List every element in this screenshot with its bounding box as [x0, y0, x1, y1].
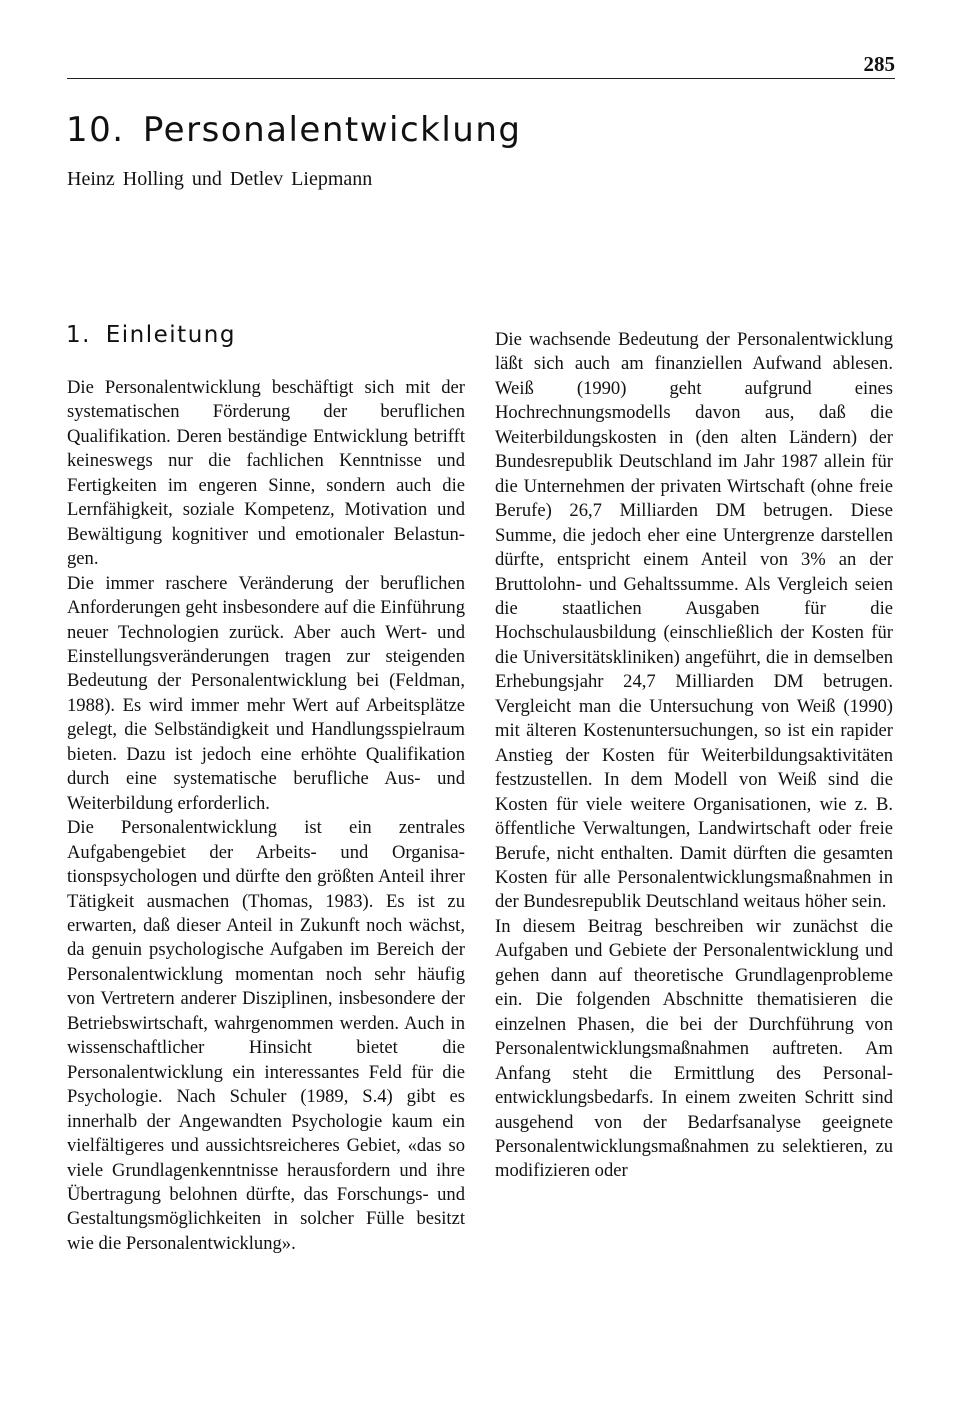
section-heading: 1. Einleitung [66, 322, 236, 348]
left-column [67, 376, 465, 1256]
paragraph: Die Personalentwicklung ist ein zentrales Aufgabengebiet der Arbeits- und Organisationspsychologen und dürfte den größten Anteil ihrer Tätigkeit ausmachen (Thomas, 1983). Es ist zu erwarten, daß dieser Anteil in Zukunft noch wächst, da genuin psychologische Aufgaben im Bereich der Personalentwicklung momentan noch sehr häufig von Vertretern anderer Disziplinen, insbesondere der Betriebswirtschaft, wahrgenommen werden. Auch in wissenschaftlicher Hinsicht bietet die Personalentwicklung ein interessantes Feld für die Psychologie. Nach Schuler (1989, S.4) gibt es innerhalb der Angewandten Psychologie kaum ein vielfältigeres und aussichtsreicheres Gebiet, «das so viele Grundlagenkenntnisse herausfordern und ihre Übertragung belohnen dürfte, das Forschungs- und Gestaltungsmöglichkeiten in solcher Fülle besitzt wie die Personalentwicklung». [67, 817, 465, 1254]
right-column [495, 328, 893, 1184]
paragraph: Die wachsende Bedeutung der Personalentwicklung läßt sich auch am finanziellen Aufwand ablesen. Weiß (1990) geht aufgrund eines Hochrechnungsmodells davon aus, daß die Weiterbildungskosten in (den alten Ländern) der Bundesrepublik Deutschland im Jahr 1987 allein für die Unternehmen der privaten Wirtschaft (ohne freie Berufe) 26,7 Milliarden DM betrugen. Diese Summe, die jedoch eher eine Untergrenze darstellen dürfte, entspricht einem Anteil von 3% an der Bruttolohn- und Gehaltssumme. Als Vergleich seien die staatlichen Ausgaben für die Hochschulausbildung (einschließlich der Kosten für die Universitätskliniken) angeführt, die in demselben Erhebungsjahr 24,7 Milliarden DM betrugen. Vergleicht man die Untersuchung von Weiß (1990) mit älteren Kostenuntersuchungen, so ist ein rapider Anstieg der Kosten für Weiterbildungsaktivitäten festzustellen. In dem Modell von Weiß sind die Kosten für viele weitere Organisationen, wie z. B. öffentliche Verwaltungen, Landwirtschaft oder freie Berufe, nicht enthalten. Damit dürften die gesamten Kosten für alle Personalentwicklungsmaßnahmen in der Bundesrepublik Deutschland weitaus höher sein. [495, 329, 893, 913]
chapter-title: 10. Personalentwicklung [66, 110, 522, 150]
chapter-authors: Heinz Holling und Detlev Liepmann [67, 168, 373, 190]
header-rule [67, 78, 895, 79]
page-number: 285 [863, 52, 895, 76]
paragraph: Die Personalentwicklung beschäftigt sich mit der systematischen Förderung der beruflichen Qualifikation. Deren beständige Entwicklung betrifft keineswegs nur die fachlichen Kenntnisse und Fertigkeiten im engeren Sinne, sondern auch die Lernfähigkeit, soziale Kompetenz, Motivation und Bewältigung kognitiver und emotionaler Belastungen. [67, 377, 465, 570]
paragraph: Die immer raschere Veränderung der beruflichen Anforderungen geht insbesondere auf die Einführung neuer Technologien zurück. Aber auch Wert- und Einstellungsveränderungen tragen zur steigenden Bedeutung der Personalentwicklung bei (Feldman, 1988). Es wird immer mehr Wert auf Arbeitsplätze gelegt, die Selbständigkeit und Handlungsspielraum bieten. Dazu ist jedoch eine erhöhte Qualifikation durch eine systematische berufliche Aus- und Weiterbildung erforderlich. [67, 572, 465, 814]
paragraph: In diesem Beitrag beschreiben wir zunächst die Aufgaben und Gebiete der Personalentwicklung und gehen dann auf theoretische Grundlagenprobleme ein. Die folgenden Abschnitte thematisieren die einzelnen Phasen, die bei der Durchführung von Personalentwicklungsmaßnahmen auftreten. Am Anfang steht die Ermittlung des Personalentwicklungsbedarfs. In einem zweiten Schritt sind ausgehend von der Bedarfsanalyse geeignete Personalentwicklungsmaßnahmen zu selektieren, zu modifizieren oder [495, 915, 893, 1182]
